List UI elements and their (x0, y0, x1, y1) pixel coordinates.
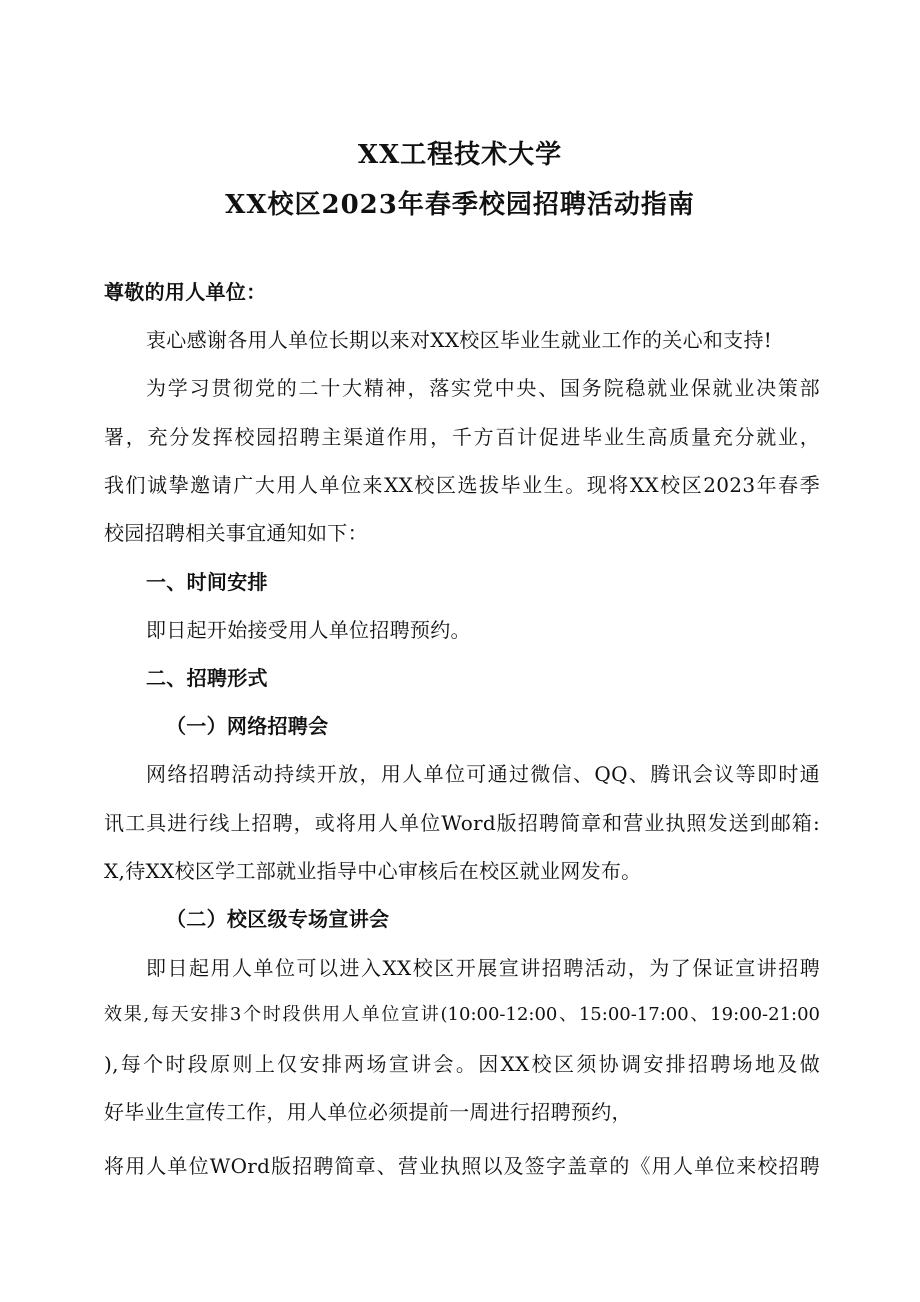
paragraph-line: 即日起用人单位可以进入XX校区开展宣讲招聘活动，为了保证宣讲招聘 (146, 956, 820, 980)
document-title-university: XX工程技术大学 (357, 140, 563, 170)
paragraph-line: 将用人单位WOrd版招聘简章、营业执照以及签字盖章的《用人单位来校招聘 (104, 1154, 820, 1178)
paragraph-line: 为学习贯彻党的二十大精神，落实党中央、国务院稳就业保就业决策部 (146, 376, 820, 400)
paragraph-line: 即日起开始接受用人单位招聘预约。 (146, 618, 471, 642)
document-title-guide: XX校区2023年春季校园招聘活动指南 (225, 190, 695, 220)
section-heading-recruitment-form: 二、招聘形式 (146, 666, 268, 690)
subsection-heading-online-fair: （一）网络招聘会 (166, 714, 329, 738)
paragraph-line: 效果,每天安排3个时段供用人单位宣讲(10:00-12:00、15:00-17:00、19:00-21:00 (104, 1004, 820, 1025)
paragraph-line: ),每个时段原则上仅安排两场宣讲会。因XX校区须协调安排招聘场地及做 (104, 1052, 820, 1076)
paragraph-line: 衷心感谢各用人单位长期以来对XX校区毕业生就业工作的关心和支持! (146, 328, 773, 352)
paragraph-line: 网络招聘活动持续开放，用人单位可通过微信、QQ、腾讯会议等即时通 (146, 762, 820, 786)
paragraph-line: 我们诚挚邀请广大用人单位来XX校区选拔毕业生。现将XX校区2023年春季 (104, 473, 820, 497)
subsection-heading-campus-presentation: （二）校区级专场宣讲会 (166, 907, 390, 931)
salutation: 尊敬的用人单位： (104, 280, 267, 304)
paragraph-line: 校园招聘相关事宜通知如下： (104, 521, 368, 545)
paragraph-line: 好毕业生宣传工作，用人单位必须提前一周进行招聘预约， (104, 1100, 632, 1124)
paragraph-line: 署，充分发挥校园招聘主渠道作用，千方百计促进毕业生高质量充分就业， (104, 425, 820, 449)
section-heading-schedule: 一、时间安排 (146, 570, 268, 594)
paragraph-line: X,待XX校区学工部就业指导中心审核后在校区就业网发布。 (104, 859, 642, 883)
paragraph-line: 讯工具进行线上招聘，或将用人单位Word版招聘简章和营业执照发送到邮箱: (104, 811, 820, 835)
